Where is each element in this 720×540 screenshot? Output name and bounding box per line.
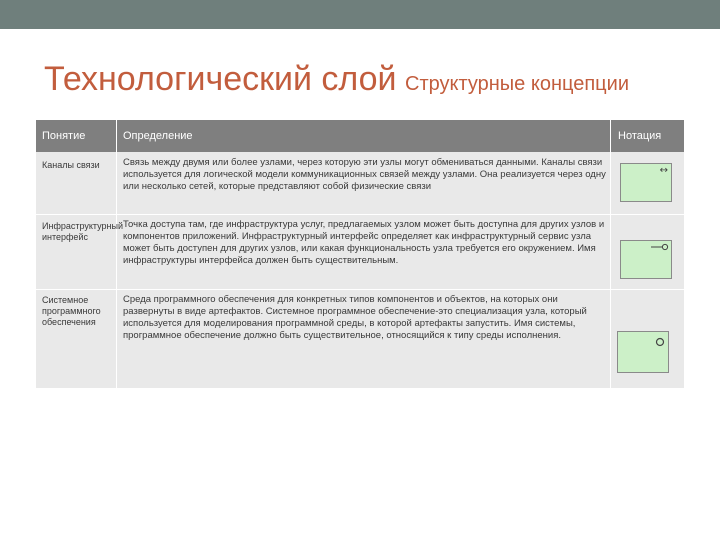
table-row: [36, 215, 684, 289]
row-concept: Каналы связи: [42, 160, 100, 170]
concepts-table: [36, 120, 684, 388]
top-bar: [0, 0, 720, 29]
table-row: [36, 152, 684, 214]
notation-box: [620, 163, 672, 202]
row-concept: Системное программного обеспечения: [42, 295, 101, 327]
notation-box: [620, 240, 672, 279]
slide-title-main: Технологический слой: [44, 60, 397, 98]
table-header-row: [36, 120, 684, 152]
interface-lollipop-icon: [651, 243, 669, 251]
table-row: [36, 290, 684, 388]
slide-title-sub: Структурные концепции: [405, 73, 629, 95]
header-definition: Определение: [123, 130, 193, 142]
row-definition: Связь между двумя или более узлами, через которую эти узлы могут обмениваться данными. Каналы связи используется для логической модели коммуникационных связей между узлами. Она реализуется через одну или несколько сетей, которые представляют собой физические связи: [123, 157, 606, 192]
row-definition: Точка доступа там, где инфраструктура услуг, предлагаемых узлом может быть доступна для других узлов и компонентов приложений. Инфраструктурный интерфейс определяет как инфраструктурный сервис узла может быть доступен для других узлов, или какая функциональность узла требуется его окружением. Имя инфраструктуры интерфейса должен быть существительным.: [123, 219, 605, 266]
header-concept: Понятие: [42, 130, 86, 142]
notation-box: [617, 331, 669, 373]
header-notation: Нотация: [618, 130, 662, 142]
bidirectional-arrow-icon: ↔: [659, 165, 668, 176]
slide-title: [44, 60, 629, 99]
row-concept: Инфраструктурный интерфейс: [42, 221, 124, 242]
row-definition: Среда программного обеспечения для конкретных типов компонентов и объектов, на которых они развернуты в виде артефактов. Системное программное обеспечение-это специализация узла, который используется для моделирования программной среды, в которой артефакты запустить. Имя системы, программное обеспечение должно быть существительное, относящийся к типу среды исполнения.: [123, 294, 587, 341]
system-software-circle-icon: [655, 337, 665, 347]
